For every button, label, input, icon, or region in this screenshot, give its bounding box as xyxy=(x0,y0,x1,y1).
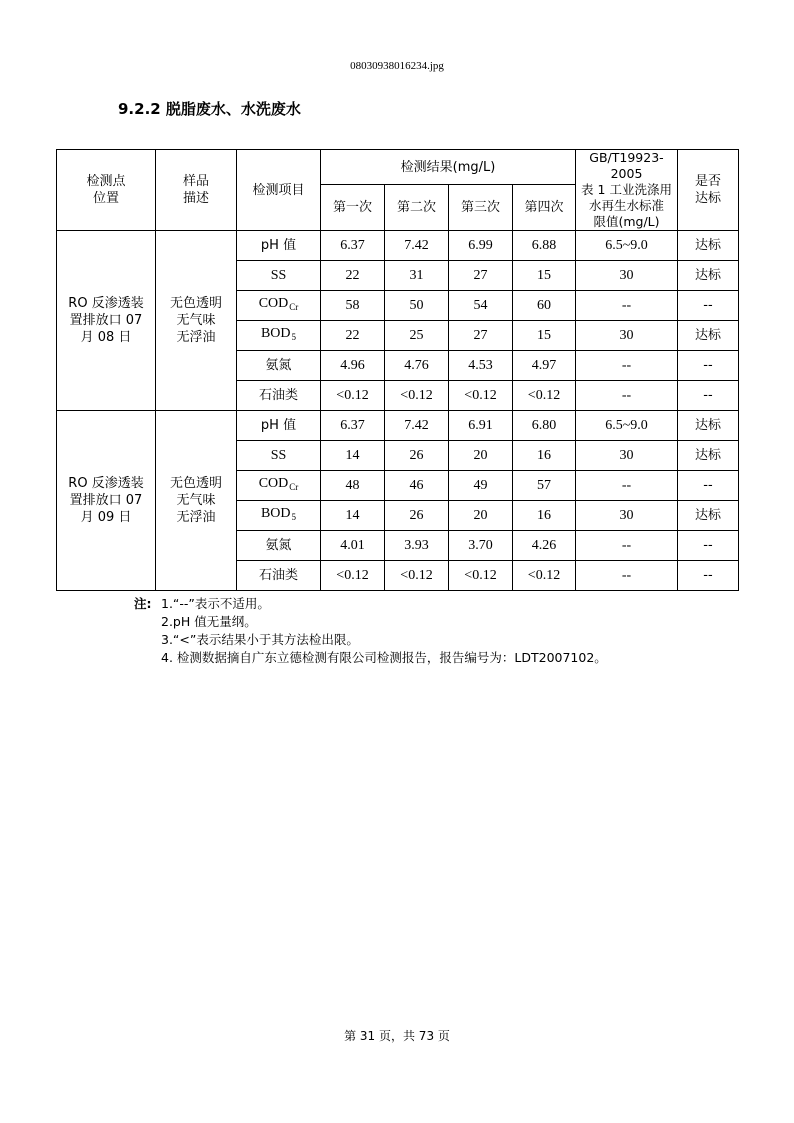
location-cell: RO 反渗透装 置排放口 07 月 09 日 xyxy=(57,411,156,591)
item-cell xyxy=(237,441,321,471)
item-name: 石油类 xyxy=(258,568,298,583)
compliance-cell: -- xyxy=(678,291,739,321)
value-cell: <0.12 xyxy=(449,381,513,411)
value-cell: 54 xyxy=(449,291,513,321)
item-name: SS xyxy=(270,448,287,463)
sample-cell: 无色透明 无气味 无浮油 xyxy=(156,411,237,591)
limit-cell: 6.5~9.0 xyxy=(576,231,678,261)
value-cell: 60 xyxy=(513,291,576,321)
location-cell: RO 反渗透装 置排放口 07 月 08 日 xyxy=(57,231,156,411)
compliance-cell: 达标 xyxy=(678,501,739,531)
compliance-cell: 达标 xyxy=(678,441,739,471)
item-cell xyxy=(237,531,321,561)
limit-cell: 30 xyxy=(576,321,678,351)
table-row xyxy=(57,231,739,261)
compliance-cell: 达标 xyxy=(678,261,739,291)
item-cell xyxy=(237,321,321,351)
limit-cell: -- xyxy=(576,471,678,501)
limit-cell: 30 xyxy=(576,261,678,291)
compliance-cell: -- xyxy=(678,381,739,411)
note-item: 3.“<”表示结果小于其方法检出限。 xyxy=(161,632,359,647)
value-cell: <0.12 xyxy=(321,381,385,411)
value-cell: 4.76 xyxy=(385,351,449,381)
item-cell xyxy=(237,291,321,321)
value-cell: <0.12 xyxy=(385,561,449,591)
compliance-cell: -- xyxy=(678,471,739,501)
value-cell: 4.53 xyxy=(449,351,513,381)
compliance-cell: 达标 xyxy=(678,411,739,441)
item-subscript: 5 xyxy=(291,332,297,342)
value-cell: 6.91 xyxy=(449,411,513,441)
compliance-cell: 达标 xyxy=(678,321,739,351)
value-cell: 22 xyxy=(321,261,385,291)
item-name: 石油类 xyxy=(258,388,298,403)
value-cell: 4.26 xyxy=(513,531,576,561)
value-cell: 25 xyxy=(385,321,449,351)
item-cell xyxy=(237,231,321,261)
value-cell: 27 xyxy=(449,321,513,351)
item-cell xyxy=(237,561,321,591)
compliance-cell: -- xyxy=(678,531,739,561)
value-cell: 3.70 xyxy=(449,531,513,561)
value-cell: <0.12 xyxy=(513,561,576,591)
value-cell: 6.37 xyxy=(321,411,385,441)
header-round-3: 第三次 xyxy=(449,185,513,231)
value-cell: 6.37 xyxy=(321,231,385,261)
item-cell xyxy=(237,261,321,291)
value-cell: 48 xyxy=(321,471,385,501)
value-cell: 49 xyxy=(449,471,513,501)
note-item: 4. 检测数据摘自广东立德检测有限公司检测报告，报告编号为：LDT2007102。 xyxy=(161,650,607,665)
value-cell: 15 xyxy=(513,321,576,351)
item-name: 氨氮 xyxy=(265,358,292,373)
value-cell: 46 xyxy=(385,471,449,501)
item-cell xyxy=(237,381,321,411)
item-name: BOD xyxy=(260,326,291,341)
value-cell: 26 xyxy=(385,441,449,471)
item-subscript: 5 xyxy=(291,512,297,522)
limit-cell: 30 xyxy=(576,441,678,471)
value-cell: 6.88 xyxy=(513,231,576,261)
value-cell: 4.96 xyxy=(321,351,385,381)
value-cell: 20 xyxy=(449,501,513,531)
page-footer: 第 31 页，共 73 页 xyxy=(344,1029,450,1043)
header-round-2: 第二次 xyxy=(385,185,449,231)
value-cell: 14 xyxy=(321,441,385,471)
sample-cell: 无色透明 无气味 无浮油 xyxy=(156,231,237,411)
header-location: 检测点 位置 xyxy=(57,150,156,231)
value-cell: <0.12 xyxy=(449,561,513,591)
value-cell: 16 xyxy=(513,441,576,471)
value-cell: 6.80 xyxy=(513,411,576,441)
item-name: COD xyxy=(258,476,289,491)
item-cell xyxy=(237,471,321,501)
item-name: COD xyxy=(258,296,289,311)
item-cell xyxy=(237,351,321,381)
value-cell: 15 xyxy=(513,261,576,291)
results-table xyxy=(56,149,739,591)
item-name: pH 值 xyxy=(260,418,297,433)
limit-cell: -- xyxy=(576,561,678,591)
value-cell: 50 xyxy=(385,291,449,321)
value-cell: 16 xyxy=(513,501,576,531)
limit-cell: -- xyxy=(576,351,678,381)
notes-label: 注: xyxy=(134,596,152,611)
limit-cell: 6.5~9.0 xyxy=(576,411,678,441)
value-cell: 7.42 xyxy=(385,411,449,441)
value-cell: 22 xyxy=(321,321,385,351)
header-results: 检测结果(mg/L) xyxy=(321,150,576,185)
item-name: BOD xyxy=(260,506,291,521)
value-cell: 6.99 xyxy=(449,231,513,261)
compliance-cell: 达标 xyxy=(678,231,739,261)
value-cell: 27 xyxy=(449,261,513,291)
item-cell xyxy=(237,411,321,441)
section-title: 9.2.2 脱脂废水、水洗废水 xyxy=(118,100,301,118)
value-cell: 31 xyxy=(385,261,449,291)
item-subscript: Cr xyxy=(289,482,299,492)
limit-cell: -- xyxy=(576,381,678,411)
value-cell: 14 xyxy=(321,501,385,531)
header-compliance: 是否 达标 xyxy=(678,150,739,231)
item-name: 氨氮 xyxy=(265,538,292,553)
value-cell: 3.93 xyxy=(385,531,449,561)
compliance-cell: -- xyxy=(678,561,739,591)
value-cell: 20 xyxy=(449,441,513,471)
item-name: SS xyxy=(270,268,287,283)
item-cell xyxy=(237,501,321,531)
value-cell: 4.97 xyxy=(513,351,576,381)
notes xyxy=(134,595,607,667)
item-subscript: Cr xyxy=(289,302,299,312)
value-cell: 4.01 xyxy=(321,531,385,561)
value-cell: <0.12 xyxy=(321,561,385,591)
note-item: 1.“--”表示不适用。 xyxy=(161,596,270,611)
header-round-4: 第四次 xyxy=(513,185,576,231)
item-name: pH 值 xyxy=(260,238,297,253)
limit-cell: -- xyxy=(576,291,678,321)
table-row xyxy=(57,411,739,441)
limit-cell: 30 xyxy=(576,501,678,531)
note-item: 2.pH 值无量纲。 xyxy=(161,614,257,629)
compliance-cell: -- xyxy=(678,351,739,381)
limit-cell: -- xyxy=(576,531,678,561)
file-header: 08030938016234.jpg xyxy=(350,60,444,72)
header-standard: GB/T19923-2005 表 1 工业洗涤用 水再生水标准 限值(mg/L) xyxy=(576,150,678,231)
value-cell: <0.12 xyxy=(513,381,576,411)
value-cell: 58 xyxy=(321,291,385,321)
value-cell: <0.12 xyxy=(385,381,449,411)
header-round-1: 第一次 xyxy=(321,185,385,231)
header-sample: 样品 描述 xyxy=(156,150,237,231)
value-cell: 57 xyxy=(513,471,576,501)
value-cell: 7.42 xyxy=(385,231,449,261)
header-item: 检测项目 xyxy=(237,150,321,231)
value-cell: 26 xyxy=(385,501,449,531)
